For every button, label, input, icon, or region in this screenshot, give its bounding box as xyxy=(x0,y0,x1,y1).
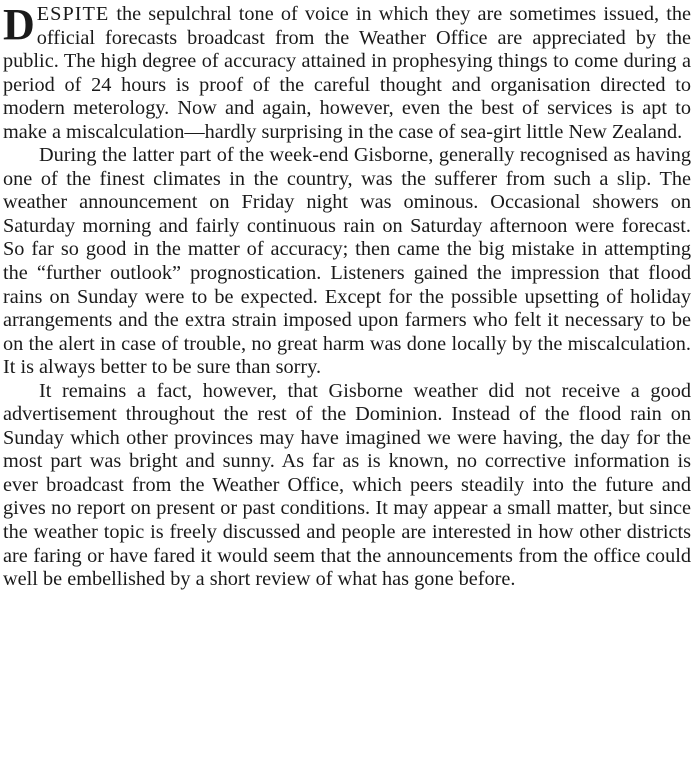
paragraph-1-text: the sepulchral tone of voice in which they are sometimes issued, the official forecasts broadcast from the Weather Office are appreciated by the public. The high degree of accuracy attained in prophesying things to come during a period of 24 hours is proof of the careful thought and organisation directed to modern meterology. Now and again, however, even the best of services is apt to make a miscalculation—hardly surprising in the case of sea-girt little New Zealand. xyxy=(3,3,691,143)
article-paragraph-1 xyxy=(3,0,691,144)
article-paragraph-2: During the latter part of the week-end Gisborne, generally recognised as having one of the finest climates in the country, was the sufferer from such a slip. The weather announcement on Friday night was ominous. Occasional showers on Saturday morning and fairly continuous rain on Saturday afternoon were forecast. So far so good in the matter of accuracy; then came the big mistake in attempting the “further outlook” prognostication. Listeners gained the impression that flood rains on Sunday were to be expected. Except for the possible upsetting of holiday arrangements and the extra strain imposed upon farmers who felt it necessary to be on the alert in case of trouble, no great harm was done locally by the miscalculation. It is always better to be sure than sorry. xyxy=(3,144,691,379)
drop-cap-letter: D xyxy=(3,0,35,49)
article-paragraph-3: It remains a fact, however, that Gisborne weather did not receive a good advertisement throughout the rest of the Dominion. Instead of the flood rain on Sunday which other provinces may have imagined we were having, the day for the most part was bright and sunny. As far as is known, no corrective information is ever broadcast from the Weather Office, which peers steadily into the future and gives no report on present or past conditions. It may appear a small matter, but since the weather topic is freely discussed and people are interested in how other districts are faring or have fared it would seem that the announcements from the office could well be embellished by a short review of what has gone before. xyxy=(3,379,691,591)
lead-word: ESPITE xyxy=(36,3,110,25)
